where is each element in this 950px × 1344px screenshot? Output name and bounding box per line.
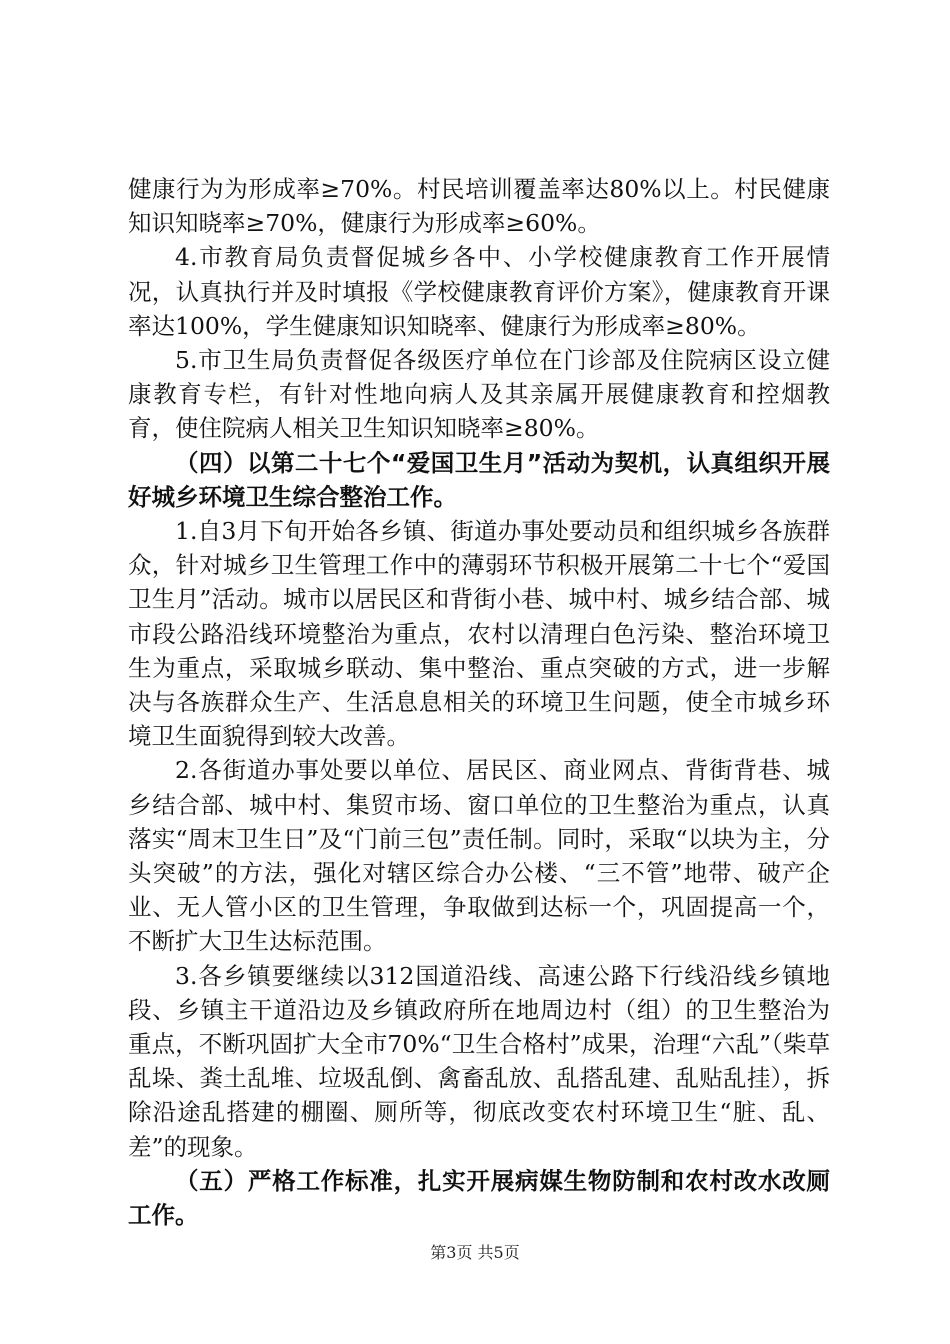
document-body xyxy=(128,172,830,1232)
paragraph-item-4-education: 4.市教育局负责督促城乡各中、小学校健康教育工作开展情况，认真执行并及时填报《学校健康教育评价方案》，健康教育开课率达100%，学生健康知识知晓率、健康行为形成率≥80%。 xyxy=(128,243,830,340)
paragraph-item-5-health: 5.市卫生局负责督促各级医疗单位在门诊部及住院病区设立健康教育专栏，有针对性地向病人及其亲属开展健康教育和控烟教育，使住院病人相关卫生知识知晓率≥80%。 xyxy=(128,346,830,443)
paragraph-item-2-streets: 2.各街道办事处要以单位、居民区、商业网点、背街背巷、城乡结合部、城中村、集贸市场、窗口单位的卫生整治为重点，认真落实“周末卫生日”及“门前三包”责任制。同时，采取“以块为主，分头突破”的方法，强化对辖区综合办公楼、“三不管”地带、破产企业、无人管小区的卫生管理，争取做到达标一个，巩固提高一个，不断扩大卫生达标范围。 xyxy=(128,756,830,956)
paragraph-continuation: 健康行为为形成率≥70%。村民培训覆盖率达80%以上。村民健康知识知晓率≥70%，健康行为形成率≥60%。 xyxy=(128,175,830,238)
section-heading-4: （四）以第二十七个“爱国卫生月”活动为契机，认真组织开展好城乡环境卫生综合整治工作。 xyxy=(128,448,830,511)
section-heading-5: （五）严格工作标准，扎实开展病媒生物防制和农村改水改厕工作。 xyxy=(128,1166,830,1230)
paragraph-item-1-campaign: 1.自3月下旬开始各乡镇、街道办事处要动员和组织城乡各族群众，针对城乡卫生管理工作中的薄弱环节积极开展第二十七个“爱国卫生月”活动。城市以居民区和背街小巷、城中村、城乡结合部、城市段公路沿线环境整治为重点，农村以清理白色污染、整治环境卫生为重点，采取城乡联动、集中整治、重点突破的方式，进一步解决与各族群众生产、生活息息相关的环境卫生问题，使全市城乡环境卫生面貌得到较大改善。 xyxy=(128,517,830,751)
paragraph-item-3-townships: 3.各乡镇要继续以312国道沿线、高速公路下行线沿线乡镇地段、乡镇主干道沿边及乡镇政府所在地周边村（组）的卫生整治为重点，不断巩固扩大全市70%“卫生合格村”成果，治理“六乱”（柴草乱垛、粪土乱堆、垃圾乱倒、禽畜乱放、乱搭乱建、乱贴乱挂），拆除沿途乱搭建的棚圈、厕所等，彻底改变农村环境卫生“脏、乱、差”的现象。 xyxy=(128,961,830,1161)
page-footer: 第3页 共5页 xyxy=(430,1243,520,1262)
